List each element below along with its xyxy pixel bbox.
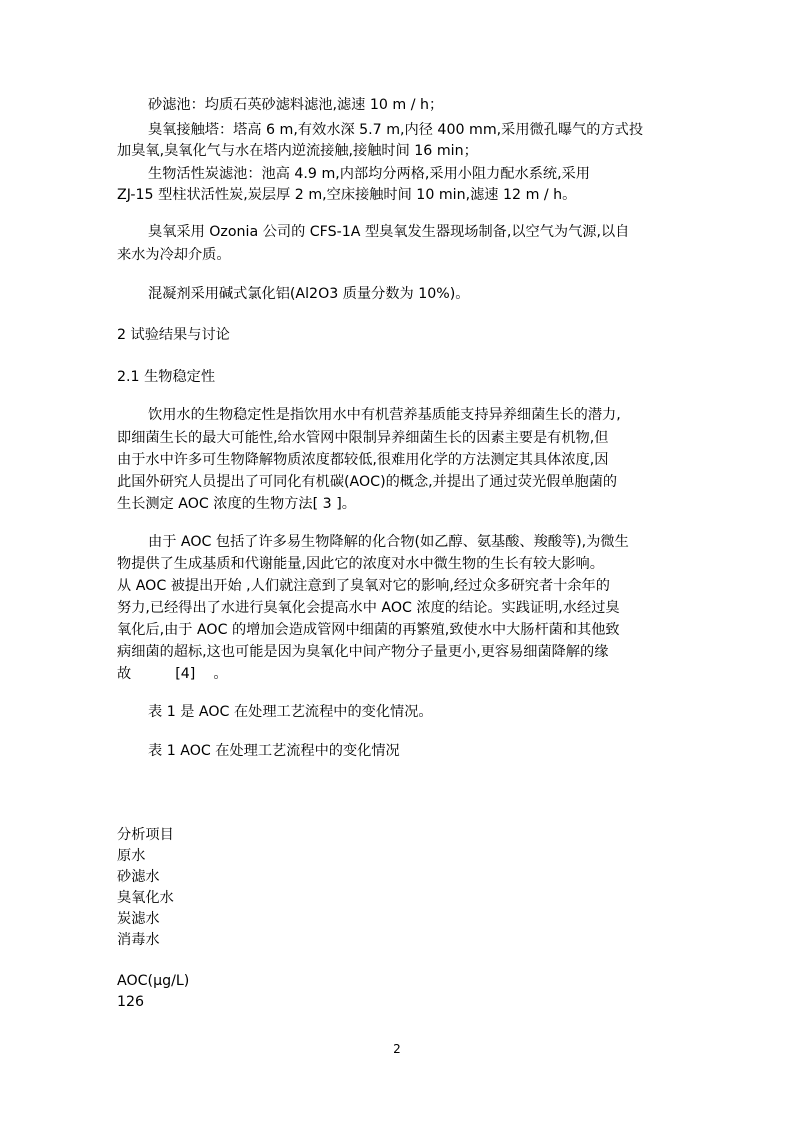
table-item-raw-water: 原水 <box>117 848 146 864</box>
page-number: 2 <box>393 1042 401 1056</box>
para-bio-line2: 即细菌生长的最大可能性,给水管网中限制异养细菌生长的因素主要是有机物,但 <box>117 430 609 446</box>
para-bac-filter-line2: ZJ-15 型柱状活性炭,炭层厚 2 m,空床接触时间 10 min,滤速 12 m / h。 <box>117 187 577 203</box>
para-bio-line5: 生长测定 AOC 浓度的生物方法[ 3 ]。 <box>117 496 356 512</box>
table-col1-header: 分析项目 <box>117 827 174 843</box>
para-ozone-tower-line1: 臭氧接触塔：塔高 6 m,有效水深 5.7 m,内径 400 mm,采用微孔曝气的方式投 <box>148 122 644 138</box>
table-item-carbon-filtered: 炭滤水 <box>117 911 160 927</box>
para-table-reference: 表 1 是 AOC 在处理工艺流程中的变化情况。 <box>148 704 433 720</box>
para-bio-line3: 由于水中许多可生物降解物质浓度都较低,很难用化学的方法测定其具体浓度,因 <box>117 452 609 468</box>
citation-ref: [4] <box>175 666 196 682</box>
para-ozone-generator-line1: 臭氧采用 Ozonia 公司的 CFS-1A 型臭氧发生器现场制备,以空气为气源,以自 <box>148 224 630 240</box>
para-bac-filter-line1: 生物活性炭滤池：池高 4.9 m,内部均分两格,采用小阻力配水系统,采用 <box>148 166 590 182</box>
para-ozone-tower-line2: 加臭氧,臭氧化气与水在塔内逆流接触,接触时间 16 min； <box>117 143 478 159</box>
para-bio-line1: 饮用水的生物稳定性是指饮用水中有机营养基质能支持异养细菌生长的潜力, <box>148 407 621 423</box>
table-item-ozonated: 臭氧化水 <box>117 890 174 906</box>
table-item-sand-filtered: 砂滤水 <box>117 869 160 885</box>
para-aoc-line3: 从 AOC 被提出开始 ,人们就注意到了臭氧对它的影响,经过众多研究者十余年的 <box>117 578 610 594</box>
table-col2-value: 126 <box>117 994 145 1010</box>
para-ozone-generator-line2: 来水为冷却介质。 <box>117 247 231 263</box>
para-aoc-line7-text: 故 <box>117 666 132 682</box>
table-caption: 表 1 AOC 在处理工艺流程中的变化情况 <box>148 743 400 759</box>
table-col2-header: AOC(μg/L) <box>117 973 190 989</box>
para-bio-line4: 此国外研究人员提出了可同化有机碳(AOC)的概念,并提出了通过荧光假单胞菌的 <box>117 474 618 490</box>
table-item-disinfected: 消毒水 <box>117 932 160 948</box>
section-heading-2-1: 2.1 生物稳定性 <box>117 369 216 385</box>
para-coagulant: 混凝剂采用碱式氯化铝(Al2O3 质量分数为 10%)。 <box>148 286 470 302</box>
para-aoc-line6: 病细菌的超标,这也可能是因为臭氧化中间产物分子量更小,更容易细菌降解的缘 <box>117 644 609 660</box>
para-sand-filter: 砂滤池：均质石英砂滤料滤池,滤速 10 m / h； <box>148 97 444 113</box>
para-aoc-line1: 由于 AOC 包括了许多易生物降解的化合物(如乙醇、氨基酸、羧酸等),为微生 <box>148 534 629 550</box>
para-aoc-line4: 努力,已经得出了水进行臭氧化会提高水中 AOC 浓度的结论。实践证明,水经过臭 <box>117 600 620 616</box>
para-aoc-line7 <box>117 664 228 684</box>
para-aoc-line5: 氧化后,由于 AOC 的增加会造成管网中细菌的再繁殖,致使水中大肠杆菌和其他致 <box>117 622 620 638</box>
para-aoc-line7-end: 。 <box>213 666 228 682</box>
section-heading-2: 2 试验结果与讨论 <box>117 327 230 343</box>
para-aoc-line2: 物提供了生成基质和代谢能量,因此它的浓度对水中微生物的生长有较大影响。 <box>117 556 604 572</box>
